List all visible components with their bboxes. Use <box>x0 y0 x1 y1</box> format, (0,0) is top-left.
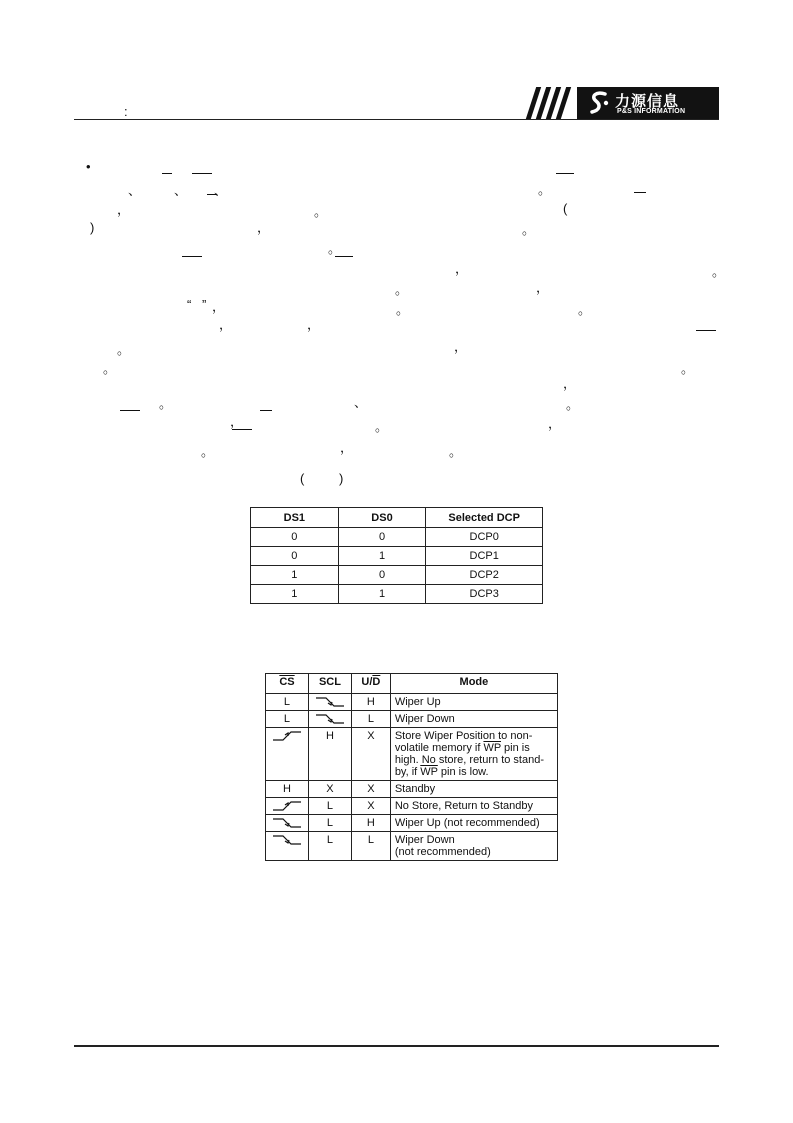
col-cs: $\overline{CS}$ <box>266 674 309 694</box>
table-row <box>251 585 543 604</box>
comma-mark: ， <box>454 339 468 354</box>
cell: 0 <box>251 528 339 547</box>
comma-mark: ， <box>212 299 226 314</box>
cell: Store Wiper Position to non- volatile memory if $\overline{WP}$ pin is high. No store, return to stand- by, if $\overline{WP}$ pin is low. <box>390 728 557 781</box>
cell: DCP0 <box>426 528 543 547</box>
period-mark: 。 <box>522 222 536 237</box>
col-ds0: DS0 <box>338 508 426 528</box>
pause-mark: 、 <box>128 183 142 198</box>
cell: 0 <box>251 547 339 566</box>
fall-edge-icon <box>266 832 309 861</box>
cell: Wiper Down <box>390 711 557 728</box>
col-ud: $U/\overline{D}$ <box>351 674 390 694</box>
cell: X <box>351 728 390 781</box>
table-row <box>266 728 558 781</box>
close-paren: ) <box>90 220 95 235</box>
table-header-row <box>251 508 543 528</box>
col-scl: SCL <box>308 674 351 694</box>
table-row <box>251 566 543 585</box>
period-mark: 。 <box>201 444 215 459</box>
cell: No Store, Return to Standby <box>390 798 557 815</box>
bullet: • <box>86 159 91 174</box>
rise-edge-icon <box>266 798 309 815</box>
fall-edge-icon <box>308 694 351 711</box>
cell: X <box>351 781 390 798</box>
open-quote: “ <box>187 297 192 312</box>
cell: L <box>308 832 351 861</box>
cell: Wiper Down (not recommended) <box>390 832 557 861</box>
cell: H <box>351 694 390 711</box>
cell: H <box>266 781 309 798</box>
period-mark: 。 <box>328 241 342 256</box>
period-mark: 。 <box>395 282 409 297</box>
cell: Wiper Up (not recommended) <box>390 815 557 832</box>
close-quote: ” <box>202 297 207 312</box>
logo-chinese-name: 力源信息 <box>615 93 680 110</box>
cell: 1 <box>251 566 339 585</box>
period-mark: 。 <box>314 204 328 219</box>
comma-mark: ， <box>307 317 321 332</box>
cell: 1 <box>338 547 426 566</box>
cell: 0 <box>338 528 426 547</box>
footer-rule <box>74 1045 719 1047</box>
comma-mark: ， <box>455 261 469 276</box>
cell: L <box>308 798 351 815</box>
col-mode: Mode <box>390 674 557 694</box>
period-mark: 。 <box>681 361 695 376</box>
table-row <box>266 694 558 711</box>
period-mark: 。 <box>103 361 117 376</box>
period-mark: 。 <box>538 182 552 197</box>
fall-edge-icon <box>308 711 351 728</box>
table-header-row <box>266 674 558 694</box>
table-row <box>266 781 558 798</box>
cell: DCP2 <box>426 566 543 585</box>
period-mark: 。 <box>578 302 592 317</box>
table-row <box>251 528 543 547</box>
period-mark: 。 <box>396 302 410 317</box>
table-row <box>251 547 543 566</box>
table-row <box>266 798 558 815</box>
comma-mark: ， <box>117 202 131 217</box>
pause-mark: 、 <box>174 183 188 198</box>
cell: L <box>266 694 309 711</box>
cell: H <box>351 815 390 832</box>
cell: 1 <box>251 585 339 604</box>
cell: 1 <box>338 585 426 604</box>
period-mark: 。 <box>566 397 580 412</box>
cell: X <box>308 781 351 798</box>
col-ds1: DS1 <box>251 508 339 528</box>
table-row <box>266 832 558 861</box>
pause-mark: 、 <box>214 183 228 198</box>
cell: L <box>351 711 390 728</box>
comma-mark: ， <box>548 416 562 431</box>
logo-english-name: P&S INFORMATION <box>617 108 686 115</box>
cell: 0 <box>338 566 426 585</box>
header-rule <box>74 119 719 120</box>
header-colon: : <box>124 104 128 119</box>
open-paren: ( <box>563 201 568 216</box>
comma-mark: ， <box>340 440 354 455</box>
comma-mark: ， <box>257 220 271 235</box>
cell: L <box>266 711 309 728</box>
caption-close-paren: ) <box>339 471 344 486</box>
cell: DCP3 <box>426 585 543 604</box>
cell: L <box>308 815 351 832</box>
comma-mark: ， <box>563 376 577 391</box>
cell: DCP1 <box>426 547 543 566</box>
period-mark: 。 <box>117 342 131 357</box>
rise-edge-icon <box>266 728 309 781</box>
period-mark: 。 <box>712 264 726 279</box>
company-logo <box>525 87 719 119</box>
dcp-select-table <box>250 507 543 604</box>
comma-mark: ， <box>219 317 233 332</box>
comma-mark: ， <box>536 280 550 295</box>
cell: Standby <box>390 781 557 798</box>
pause-mark: 、 <box>354 395 368 410</box>
period-mark: 。 <box>449 444 463 459</box>
table-row <box>266 815 558 832</box>
table-row <box>266 711 558 728</box>
cell: L <box>351 832 390 861</box>
cell: H <box>308 728 351 781</box>
col-selected-dcp: Selected DCP <box>426 508 543 528</box>
caption-open-paren: ( <box>300 471 305 486</box>
fall-edge-icon <box>266 815 309 832</box>
cell: X <box>351 798 390 815</box>
cell: Wiper Up <box>390 694 557 711</box>
logo-mark-icon <box>587 90 611 116</box>
period-mark: 。 <box>159 396 173 411</box>
mode-table <box>265 673 558 861</box>
comma-mark: ， <box>230 414 244 429</box>
period-mark: 。 <box>375 419 389 434</box>
